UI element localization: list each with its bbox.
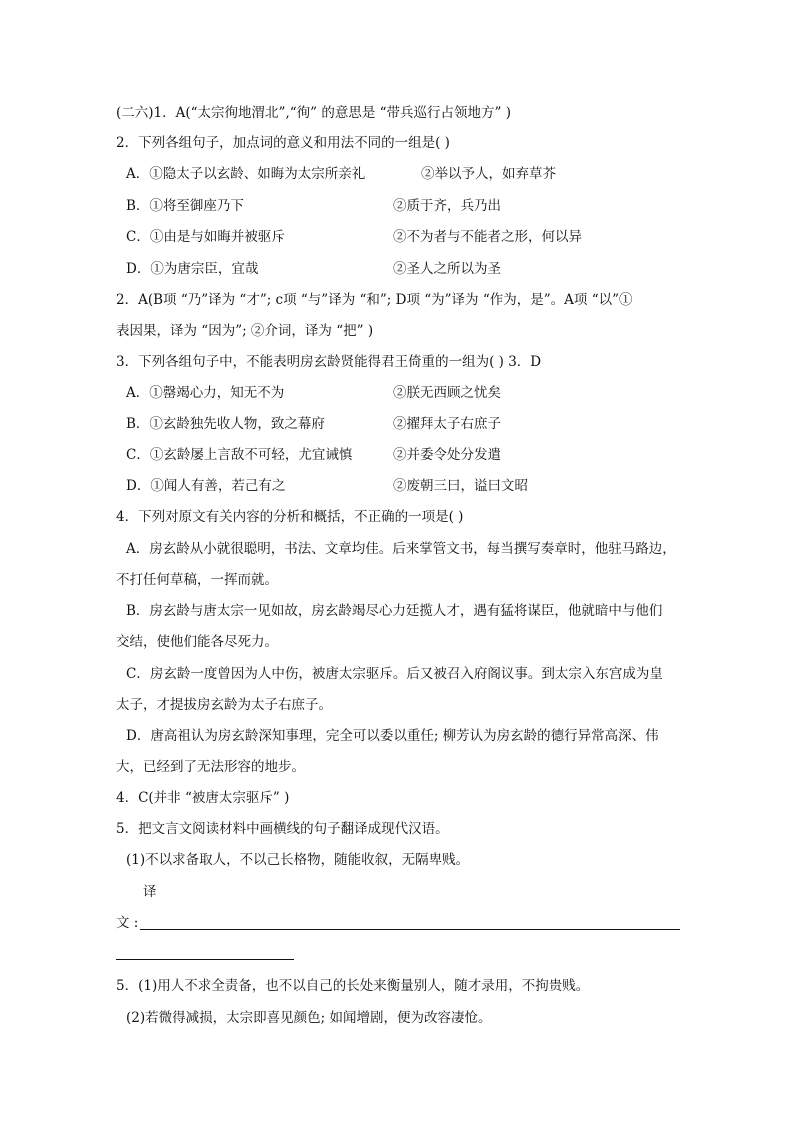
q2-option-d-1: D．①为唐宗臣，宜哉 — [126, 261, 259, 277]
q2-option-b-1: B．①将至御座乃下 — [126, 198, 244, 214]
q2-option-a-2: ②举以予人，如弃草芥 — [421, 166, 556, 182]
q4-option-d-line-1: D．唐高祖认为房玄龄深知事理，完全可以委以重任; 柳芳认为房玄龄的德行异常高深、伟 — [126, 728, 659, 744]
q3-option-d-2: ②废朝三曰，谥曰文昭 — [393, 478, 528, 494]
q2-answer-line-2: 表因果，译为 “因为”; ②介词，译为 “把” ) — [116, 323, 374, 339]
translation-label-top: 译 — [143, 884, 157, 900]
q3-option-a-1: A．①罄竭心力，知无不为 — [126, 385, 285, 401]
q5-sentence-1: (1)不以求备取人，不以己长格物，随能收叙，无隔卑贱。 — [126, 852, 470, 868]
q2-option-c-1: C．①由是与如晦并被驱斥 — [126, 229, 285, 245]
q3-option-b-2: ②擢拜太子右庶子 — [393, 416, 501, 432]
q3-option-c-1: C．①玄龄屡上言敌不可轻，尤宜诫慎 — [126, 447, 353, 463]
q5-answer-1: 5．(1)用人不求全责备，也不以自己的长处来衡量别人，随才录用，不拘贵贱。 — [116, 978, 590, 994]
q4-option-c-line-1: C．房玄龄一度曾因为人中伤，被唐太宗驱斥。后又被召入府阁议事。到太宗入东宫成为皇 — [126, 666, 663, 682]
question-4-stem: 4．下列对原文有关内容的分析和概括，不正确的一项是( ) — [116, 509, 464, 525]
q4-answer: 4．C(并非 “被唐太宗驱斥” ) — [116, 790, 290, 806]
answer-line-26-1: (二六)1．A(“太宗徇地渭北”,“徇” 的意思是 “带兵巡行占领地方” ) — [116, 105, 511, 121]
q2-option-a-1: A．①隐太子以玄龄、如晦为太宗所亲礼 — [126, 166, 366, 182]
q2-answer-line-1: 2．A(B项 “乃”译为 “才”; c项 “与”译为 “和”; D项 “为”译为 “作为，是”。A项 “以”① — [116, 292, 633, 308]
translation-answer-line-continued — [116, 959, 294, 960]
q2-option-b-2: ②质于齐，兵乃出 — [393, 198, 501, 214]
translation-answer-line — [140, 929, 680, 930]
q2-option-c-2: ②不为者与不能者之形，何以异 — [393, 229, 582, 245]
question-3-stem: 3．下列各组句子中，不能表明房玄龄贤能得君王倚重的一组为( ) 3．D — [116, 354, 542, 370]
q3-option-b-1: B．①玄龄独先收人物，致之幕府 — [126, 416, 325, 432]
q4-option-a-line-1: A．房玄龄从小就很聪明，书法、文章均佳。后来掌管文书，每当撰写奏章时，他驻马路边， — [126, 541, 676, 557]
q3-option-a-2: ②朕无西顾之忧矣 — [393, 385, 501, 401]
q4-option-d-line-2: 大，已经到了无法形容的地步。 — [116, 759, 305, 775]
q5-answer-2: (2)若微得减损，太宗即喜见颜色; 如闻增剧，便为改容凄怆。 — [126, 1010, 492, 1026]
question-5-stem: 5．把文言文阅读材料中画横线的句子翻译成现代汉语。 — [116, 821, 449, 837]
q3-option-d-1: D．①闻人有善，若己有之 — [126, 478, 286, 494]
q4-option-b-line-1: B．房玄龄与唐太宗一见如故，房玄龄竭尽心力廷揽人才，遇有猛将谋臣，他就暗中与他们 — [126, 603, 663, 619]
translation-label-bottom: 文 : — [116, 915, 139, 931]
q4-option-b-line-2: 交结，使他们能各尽死力。 — [116, 634, 278, 650]
q4-option-c-line-2: 太子，才提拔房玄龄为太子右庶子。 — [116, 697, 332, 713]
q3-option-c-2: ②并委令处分发遣 — [393, 447, 501, 463]
question-2-stem: 2．下列各组句子，加点词的意义和用法不同的一组是( ) — [116, 135, 450, 151]
q2-option-d-2: ②圣人之所以为圣 — [393, 261, 501, 277]
q4-option-a-line-2: 不打任何草稿，一挥而就。 — [116, 572, 278, 588]
